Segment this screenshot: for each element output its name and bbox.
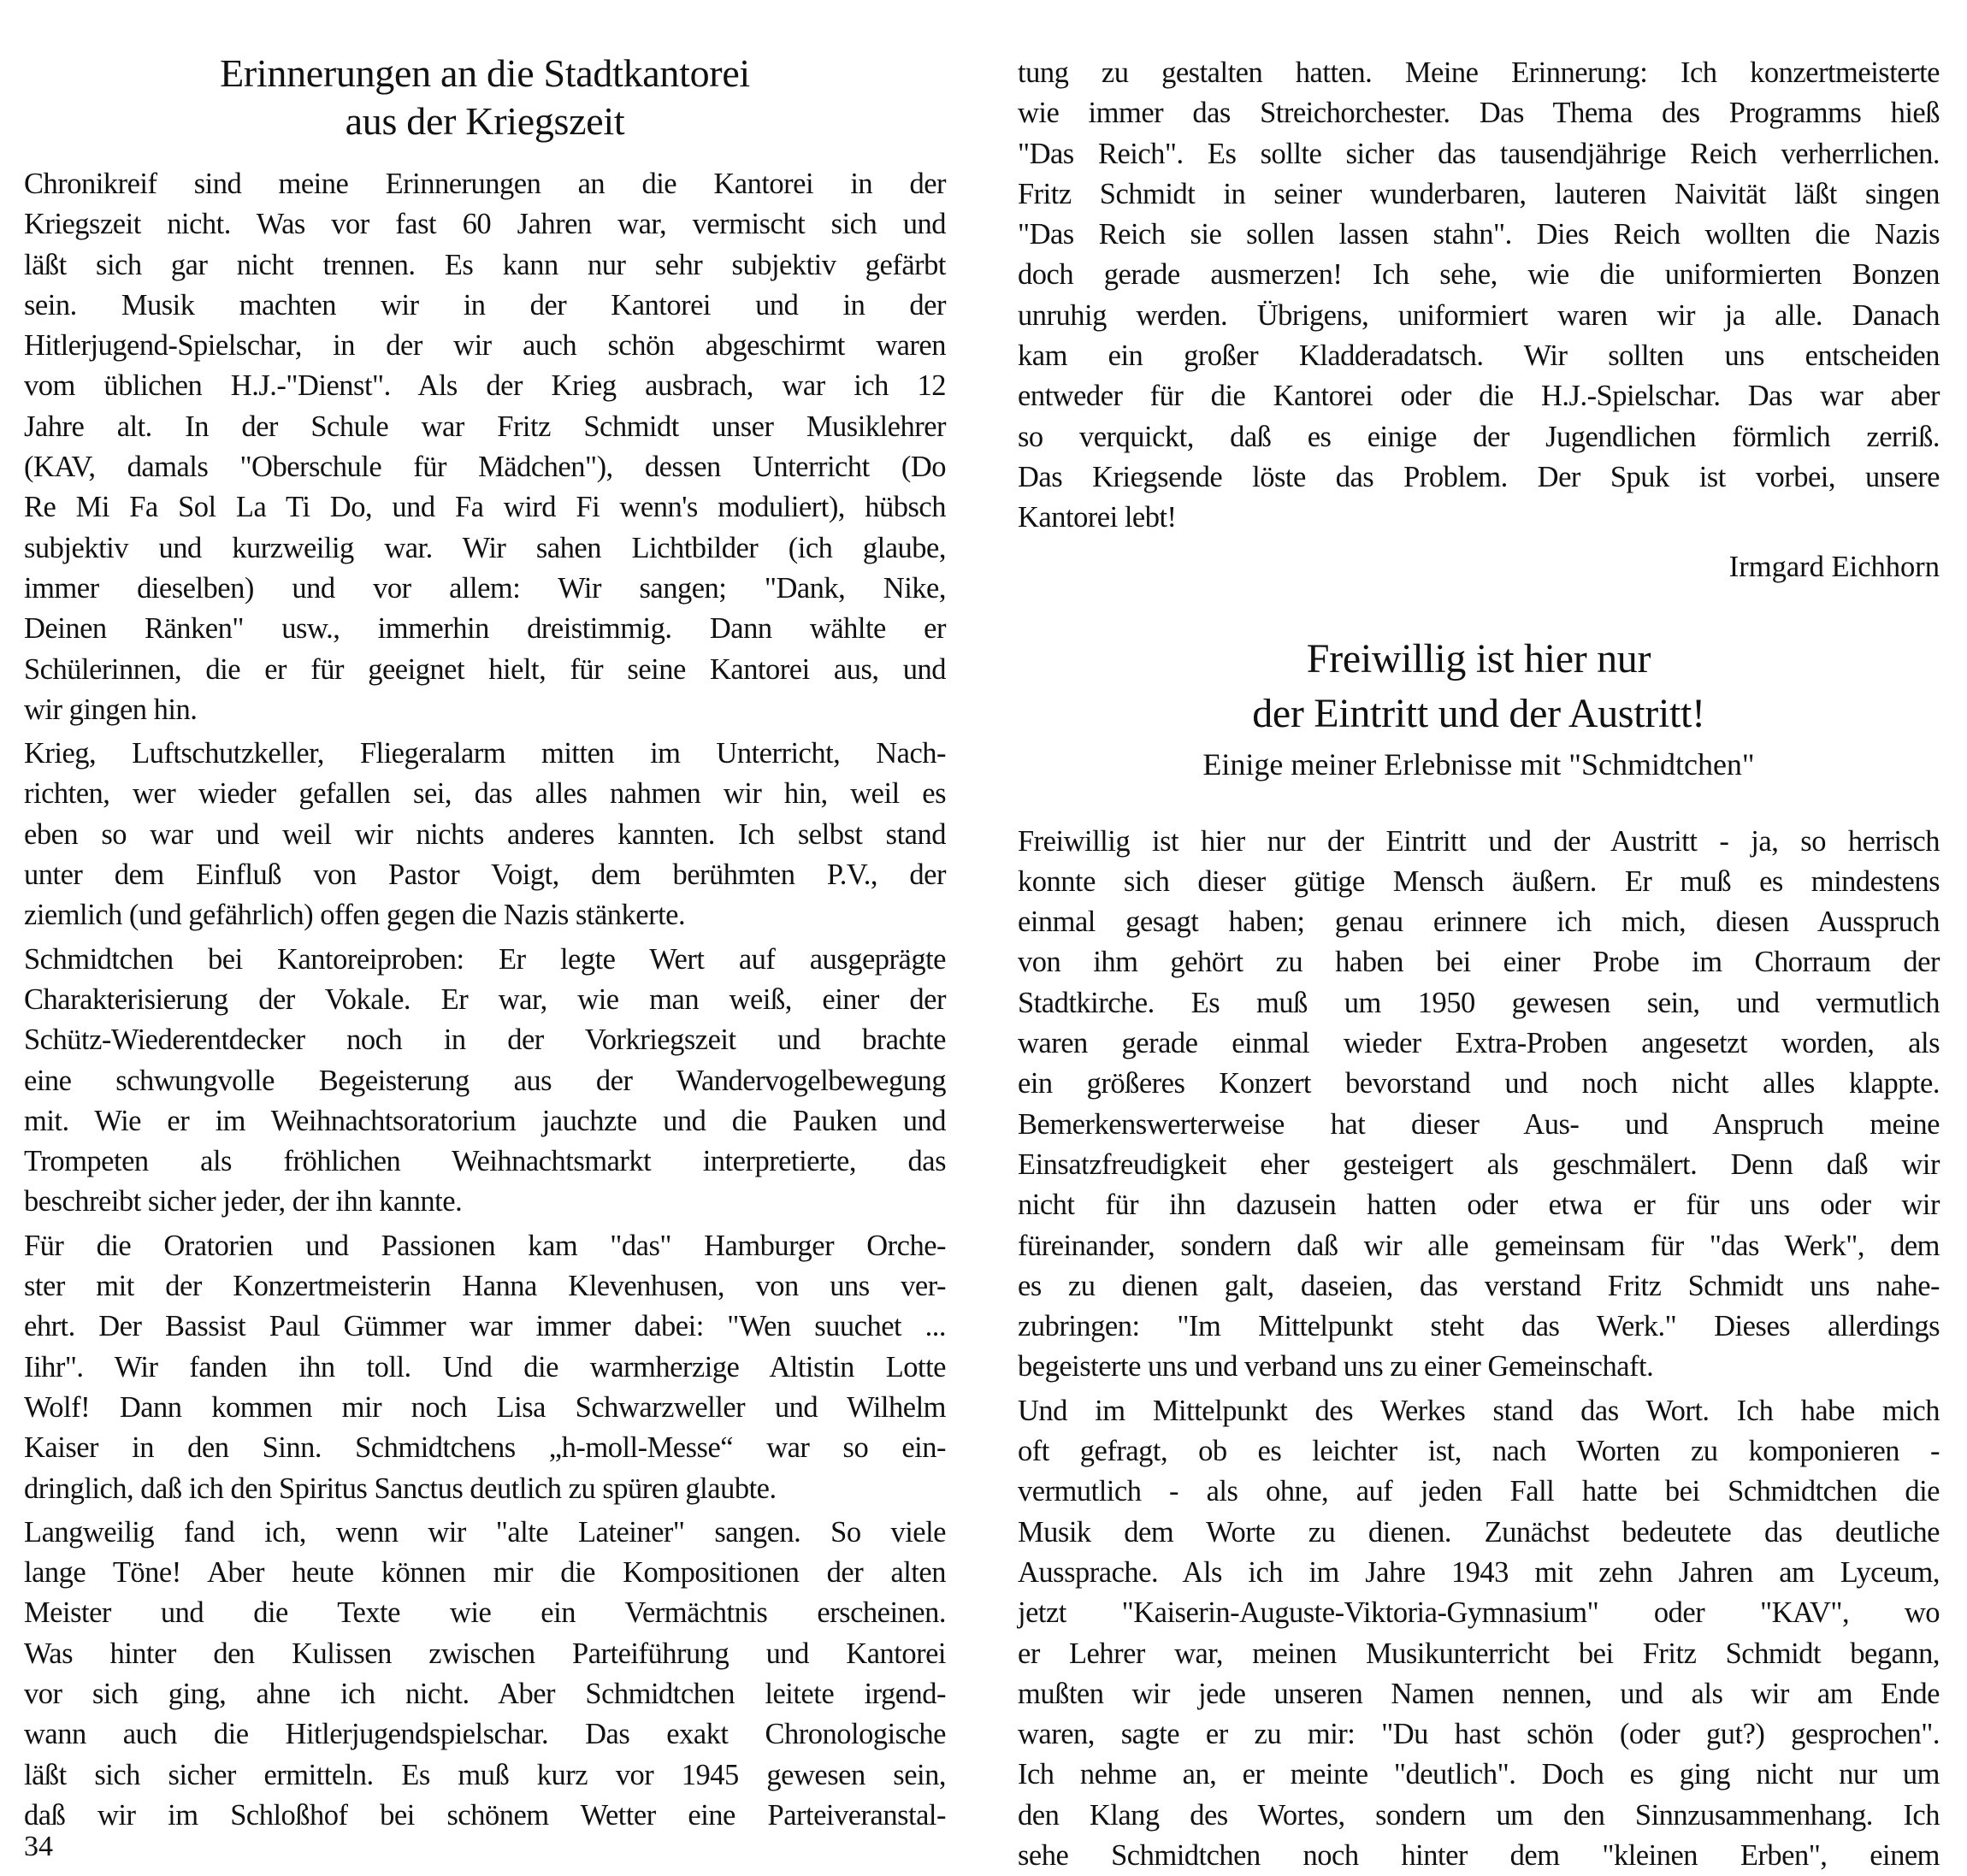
- text-line: den Klang des Wortes, sondern um den Sinnzusammenhang. Ich: [1018, 1798, 1940, 1832]
- text-line: konnte sich dieser gütige Mensch äußern. Er muß es mindestens: [1018, 864, 1940, 898]
- text-line: Chronikreif sind meine Erinnerungen an die Kantorei in der: [24, 168, 946, 200]
- page-number: 34: [24, 1831, 53, 1862]
- text-line: ein größeres Konzert bevorstand und noch nicht alles klappte.: [1018, 1067, 1940, 1100]
- text-line: daß wir im Schloßhof bei schönem Wetter eine Parteiveranstal-: [24, 1798, 946, 1832]
- text-line: Trompeten als fröhlichen Weihnachtsmarkt interpretierte, das: [24, 1145, 946, 1178]
- text-line: jetzt "Kaiserin-Auguste-Viktoria-Gymnasium" oder "KAV", wo: [1018, 1596, 1940, 1630]
- text-line: Stadtkirche. Es muß um 1950 gewesen sein, und vermutlich: [1018, 986, 1940, 1019]
- text-line: unruhig werden. Übrigens, uniformiert waren wir ja alle. Danach: [1018, 298, 1940, 332]
- text-line: kam ein großer Kladderadatsch. Wir sollten uns entscheiden: [1018, 339, 1940, 373]
- text-line: Jahre alt. In der Schule war Fritz Schmidt unser Musiklehrer: [24, 410, 946, 443]
- text-line: wie immer das Streichorchester. Das Thema des Programms hieß: [1018, 97, 1940, 130]
- text-line: Bemerkenswerterweise hat dieser Aus- und Anspruch meine: [1018, 1107, 1940, 1141]
- text-line: wann auch die Hitlerjugendspielschar. Das exakt Chronologische: [24, 1718, 946, 1751]
- right-column: [1018, 0, 1940, 1876]
- text-line: richten, wer wieder gefallen sei, das alles nahmen wir hin, weil es: [24, 777, 946, 811]
- text-line: Kaiser in den Sinn. Schmidtchens „h-moll-Messe“ war so ein-: [24, 1431, 946, 1465]
- paragraph: [24, 1513, 946, 1836]
- text-line: Krieg, Luftschutzkeller, Fliegeralarm mitten im Unterricht, Nach-: [24, 737, 946, 770]
- text-line: ziemlich (und gefährlich) offen gegen die Nazis stänkerte.: [24, 899, 686, 932]
- text-line: sein. Musik machten wir in der Kantorei und in der: [24, 288, 946, 322]
- paragraph: [1018, 53, 1940, 539]
- text-line: von ihm gehört zu haben bei einer Probe im Chorraum der: [1018, 946, 1940, 979]
- text-line: nicht für ihn dazusein hatten oder etwa er für uns oder wir: [1018, 1189, 1940, 1222]
- text-line: immer dieselben) und vor allem: Wir sangen; "Dank, Nike,: [24, 571, 946, 605]
- text-line: Re Mi Fa Sol La Ti Do, und Fa wird Fi wenn's moduliert), hübsch: [24, 491, 946, 524]
- text-line: Fritz Schmidt in seiner wunderbaren, lauteren Naivität läßt singen: [1018, 177, 1940, 210]
- text-line: Schütz-Wiederentdecker noch in der Vorkriegszeit und brachte: [24, 1024, 946, 1057]
- text-line: waren, sagte er zu mir: "Du hast schön (oder gut?) gesprochen".: [1018, 1718, 1940, 1751]
- paragraph: [24, 940, 946, 1223]
- title-line: Freiwillig ist hier nur: [1306, 635, 1651, 681]
- text-line: subjektiv und kurzweilig war. Wir sahen Lichtbilder (ich glaube,: [24, 531, 946, 564]
- text-line: (KAV, damals "Oberschule für Mädchen"), dessen Unterricht (Do: [24, 451, 946, 484]
- text-line: Kantorei lebt!: [1018, 501, 1177, 534]
- title-line: der Eintritt und der Austritt!: [1252, 690, 1705, 736]
- text-line: ster mit der Konzertmeisterin Hanna Klevenhusen, von uns ver-: [24, 1270, 946, 1303]
- text-line: Einsatzfreudigkeit eher gesteigert als geschmälert. Denn daß wir: [1018, 1147, 1940, 1181]
- article-body-kriegszeit: [24, 164, 946, 1836]
- article-continuation: [1018, 53, 1940, 539]
- paragraph: [1018, 822, 1940, 1388]
- text-line: mit. Wie er im Weihnachtsoratorium jauchzte und die Pauken und: [24, 1104, 946, 1137]
- paragraph: [24, 734, 946, 935]
- text-line: läßt sich gar nicht trennen. Es kann nur sehr subjektiv gefärbt: [24, 248, 946, 281]
- text-line: Kriegszeit nicht. Was vor fast 60 Jahren war, vermischt sich und: [24, 208, 946, 241]
- text-line: Freiwillig ist hier nur der Eintritt und der Austritt - ja, so herrisch: [1018, 824, 1940, 858]
- text-line: mußten wir jede unseren Namen nennen, und als wir am Ende: [1018, 1677, 1940, 1710]
- text-line: eine schwungvolle Begeisterung aus der Wandervogelbewegung: [24, 1064, 946, 1097]
- text-line: Ich nehme an, er meinte "deutlich". Doch es ging nicht nur um: [1018, 1758, 1940, 1791]
- article-subtitle: Einige meiner Erlebnisse mit "Schmidtchen": [1202, 746, 1755, 782]
- text-line: vor sich ging, ahne ich nicht. Aber Schmidtchen leitete irgend-: [24, 1677, 946, 1710]
- text-line: Schülerinnen, die er für geeignet hielt, für seine Kantorei aus, und: [24, 652, 946, 686]
- title-line: aus der Kriegszeit: [345, 99, 625, 143]
- text-line: vermutlich - als ohne, auf jeden Fall hatte bei Schmidtchen die: [1018, 1475, 1940, 1508]
- text-line: Für die Oratorien und Passionen kam "das" Hamburger Orche-: [24, 1229, 946, 1262]
- text-line: sehe Schmidtchen noch hinter dem "kleinen Erben", einem: [1018, 1838, 1940, 1872]
- text-line: einmal gesagt haben; genau erinnere ich mich, diesen Ausspruch: [1018, 906, 1940, 939]
- text-line: ehrt. Der Bassist Paul Gümmer war immer dabei: "Wen suuchet ...: [24, 1310, 946, 1343]
- text-line: beschreibt sicher jeder, der ihn kannte.: [24, 1185, 463, 1218]
- text-line: Wolf! Dann kommen mir noch Lisa Schwarzweller und Wilhelm: [24, 1390, 946, 1424]
- left-column: [24, 0, 946, 1836]
- text-line: Musik dem Worte zu dienen. Zunächst bedeutete das deutliche: [1018, 1515, 1940, 1549]
- text-line: er Lehrer war, meinen Musikunterricht bei Fritz Schmidt begann,: [1018, 1637, 1940, 1670]
- text-line: Meister und die Texte wie ein Vermächtnis erscheinen.: [24, 1596, 946, 1630]
- text-line: so verquickt, daß es einige der Jugendlichen förmlich zerriß.: [1018, 420, 1940, 453]
- text-line: lange Töne! Aber heute können mir die Kompositionen der alten: [24, 1556, 946, 1590]
- text-line: Charakterisierung der Vokale. Er war, wie man weiß, einer der: [24, 982, 946, 1016]
- text-line: Hitlerjugend-Spielschar, in der wir auch schön abgeschirmt waren: [24, 329, 946, 363]
- text-line: es zu dienen galt, daseien, das verstand Fritz Schmidt uns nahe-: [1018, 1269, 1940, 1302]
- text-line: begeisterte uns und verband uns zu einer Gemeinschaft.: [1018, 1350, 1654, 1383]
- text-line: unter dem Einfluß von Pastor Voigt, dem berühmten P.V., der: [24, 858, 946, 892]
- article-title-freiwillig: [1018, 632, 1940, 741]
- text-line: Schmidtchen bei Kantoreiproben: Er legte Wert auf ausgeprägte: [24, 942, 946, 976]
- text-line: Iihr". Wir fanden ihn toll. Und die warmherzige Altistin Lotte: [24, 1350, 946, 1383]
- paragraph: [24, 1226, 946, 1509]
- text-line: eben so war und weil wir nichts anderes kannten. Ich selbst stand: [24, 817, 946, 851]
- title-line: Erinnerungen an die Stadtkantorei: [220, 51, 750, 95]
- text-line: läßt sich sicher ermitteln. Es muß kurz vor 1945 gewesen sein,: [24, 1758, 946, 1791]
- text-line: wir gingen hin.: [24, 693, 198, 726]
- paragraph: [24, 164, 946, 730]
- text-line: Langweilig fand ich, wenn wir "alte Lateiner" sangen. So viele: [24, 1515, 946, 1549]
- text-line: vom üblichen H.J.-"Dienst". Als der Krieg ausbrach, war ich 12: [24, 369, 946, 403]
- author-signature: Irmgard Eichhorn: [1728, 550, 1940, 583]
- article-title-kriegszeit: [24, 50, 946, 145]
- text-line: zubringen: "Im Mittelpunkt steht das Werk." Dieses allerdings: [1018, 1310, 1940, 1343]
- text-line: waren gerade einmal wieder Extra-Proben angesetzt worden, als: [1018, 1027, 1940, 1060]
- text-line: Das Kriegsende löste das Problem. Der Spuk ist vorbei, unsere: [1018, 460, 1940, 493]
- article-body-freiwillig: [1018, 822, 1940, 1876]
- text-line: Deinen Ränken" usw., immerhin dreistimmig. Dann wählte er: [24, 612, 946, 646]
- text-line: füreinander, sondern daß wir alle gemeinsam für "das Werk", dem: [1018, 1229, 1940, 1262]
- text-line: Was hinter den Kulissen zwischen Parteiführung und Kantorei: [24, 1637, 946, 1670]
- text-line: "Das Reich sie sollen lassen stahn". Dies Reich wollten die Nazis: [1018, 218, 1940, 251]
- text-line: entweder für die Kantorei oder die H.J.-Spielschar. Das war aber: [1018, 380, 1940, 413]
- text-line: oft gefragt, ob es leichter ist, nach Worten zu komponieren -: [1018, 1435, 1940, 1468]
- text-line: Und im Mittelpunkt des Werkes stand das Wort. Ich habe mich: [1018, 1394, 1940, 1427]
- text-line: Aussprache. Als ich im Jahre 1943 mit zehn Jahren am Lyceum,: [1018, 1555, 1940, 1589]
- text-line: doch gerade ausmerzen! Ich sehe, wie die uniformierten Bonzen: [1018, 258, 1940, 292]
- text-line: "Das Reich". Es sollte sicher das tausendjährige Reich verherrlichen.: [1018, 137, 1940, 170]
- paragraph: [1018, 1391, 1940, 1876]
- text-line: tung zu gestalten hatten. Meine Erinnerung: Ich konzertmeisterte: [1018, 56, 1940, 89]
- text-line: dringlich, daß ich den Spiritus Sanctus deutlich zu spüren glaubte.: [24, 1472, 777, 1505]
